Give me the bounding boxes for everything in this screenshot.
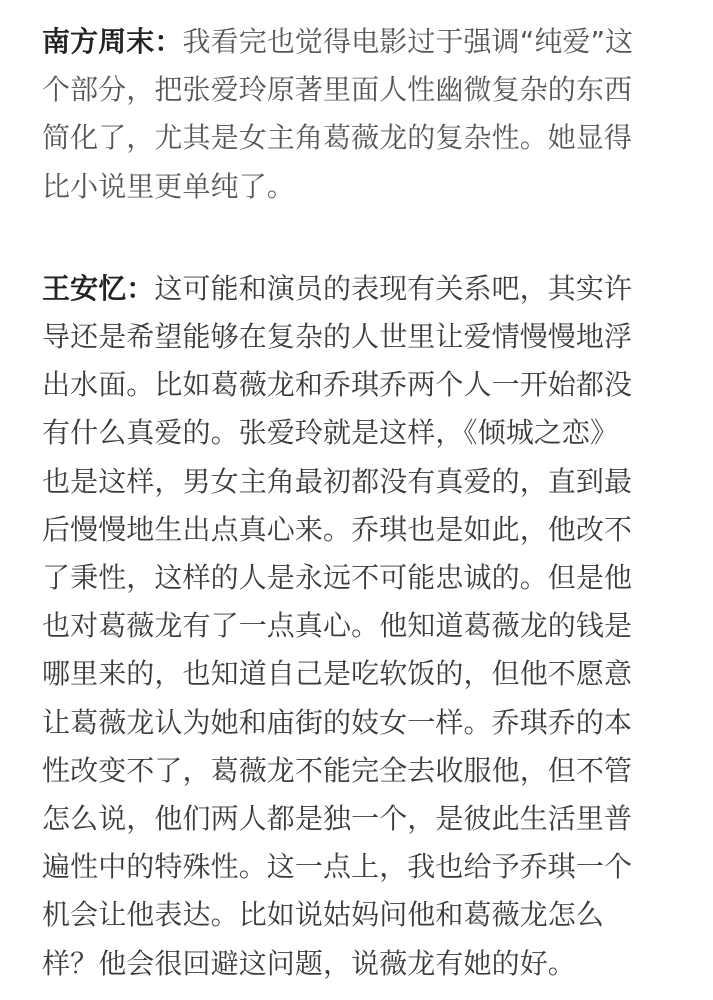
- answer-text-line: 有什么真爱的。张爱玲就是这样，《倾城之恋》: [42, 416, 619, 450]
- question-text-line: 我看完也觉得电影过于强调“纯爱”这: [182, 25, 634, 58]
- question-paragraph: [42, 18, 695, 211]
- answer-text-line: 也对葛薇龙有了一点真心。他知道葛薇龙的钱是: [42, 609, 633, 643]
- answer-text-line: 让葛薇龙认为她和庙街的妓女一样。乔琪乔的本: [42, 705, 633, 739]
- answer-text-line: 导还是希望能够在复杂的人世里让爱情慢慢地浮: [42, 320, 633, 354]
- answer-first-line: [42, 265, 695, 313]
- answer-text-line: 性改变不了，葛薇龙不能完全去收服他，但不管: [42, 753, 633, 787]
- answer-text-line: 怎么说，他们两人都是独一个，是彼此生活里普: [42, 802, 633, 836]
- answer-text-line: 后慢慢地生出点真心来。乔琪也是如此，他改不: [42, 512, 633, 546]
- answer-text-line: 机会让他表达。比如说姑妈问他和葛薇龙怎么: [42, 898, 605, 932]
- question-text-line: 简化了，尤其是女主角葛薇龙的复杂性。她显得: [42, 121, 633, 155]
- answer-text-line: 了秉性，这样的人是永远不可能忠诚的。但是他: [42, 561, 633, 595]
- answer-text-line: 遍性中的特殊性。这一点上，我也给予乔琪一个: [42, 850, 633, 884]
- answer-text-line: 哪里来的，也知道自己是吃软饭的，但他不愿意: [42, 657, 633, 691]
- speaker-label-interviewee: 王安忆：: [42, 271, 155, 305]
- speaker-label-interviewer: 南方周末：: [42, 25, 183, 58]
- question-first-line: [42, 18, 695, 66]
- question-text-line: 比小说里更单纯了。: [42, 169, 295, 203]
- answer-text-line: 也是这样，男女主角最初都没有真爱的，直到最: [42, 464, 633, 498]
- answer-text-line: 这可能和演员的表现有关系吧，其实许: [154, 271, 633, 305]
- answer-text-line: 出水面。比如葛薇龙和乔琪乔两个人一开始都没: [42, 368, 633, 402]
- answer-text-line: 样？他会很回避这问题，说薇龙有她的好。: [42, 946, 576, 980]
- question-text-line: 个部分，把张爱玲原著里面人性幽微复杂的东西: [42, 73, 633, 107]
- answer-paragraph: [42, 265, 695, 988]
